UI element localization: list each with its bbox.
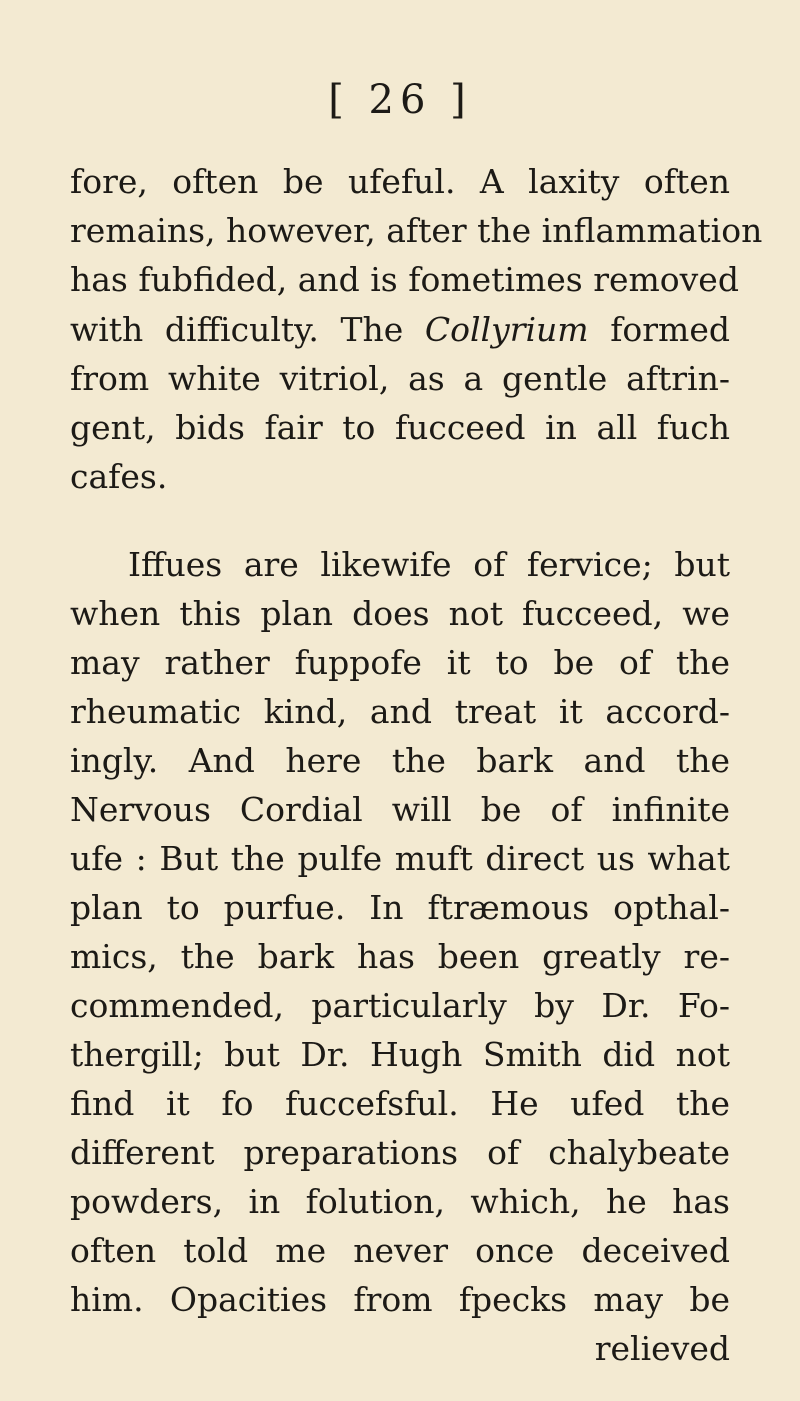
text-line: when this plan does not fucceed, we [70, 594, 730, 633]
text-line: thergill; but Dr. Hugh Smith did not [70, 1035, 730, 1074]
text-line: fore, often be ufeful. A laxity often [70, 162, 730, 201]
text-line: ingly. And here the bark and the [70, 741, 730, 780]
text-line: different preparations of chalybeate [70, 1133, 730, 1172]
text-line: from white vitriol, as a gentle aftrin- [70, 359, 730, 398]
text-line: rheumatic kind, and treat it accord- [70, 692, 730, 731]
text-line: remains, however, after the inflammation [70, 211, 763, 250]
italic-term: Collyrium [424, 310, 589, 349]
text-line: powders, in folution, which, he has [70, 1182, 730, 1221]
text-line: Iffues are likewife of fervice; but [128, 545, 730, 584]
text-line: ufe : But the pulfe muft direct us what [70, 839, 730, 878]
text-line: cafes. [70, 457, 168, 496]
catchword: relieved [594, 1329, 730, 1368]
text-line: Nervous Cordial will be of infinite [70, 790, 730, 829]
text-line-with-italic [70, 310, 730, 349]
text-line: has fubfided, and is fometimes removed [70, 260, 739, 299]
text-line: plan to purfue. In ftræmous opthal- [70, 888, 730, 927]
text-line: mics, the bark has been greatly re- [70, 937, 730, 976]
page-number: [ 26 ] [328, 77, 472, 123]
text-line: find it fo fuccefsful. He ufed the [70, 1084, 730, 1123]
text-line: him. Opacities from fpecks may be [70, 1280, 730, 1319]
text-segment: formed [588, 310, 730, 349]
text-line: commended, particularly by Dr. Fo- [70, 986, 730, 1025]
text-line: may rather fuppofe it to be of the [70, 643, 730, 682]
text-segment: with difficulty. The [70, 310, 425, 349]
text-line: often told me never once deceived [70, 1231, 730, 1270]
text-line: gent, bids fair to fucceed in all fuch [70, 408, 730, 447]
